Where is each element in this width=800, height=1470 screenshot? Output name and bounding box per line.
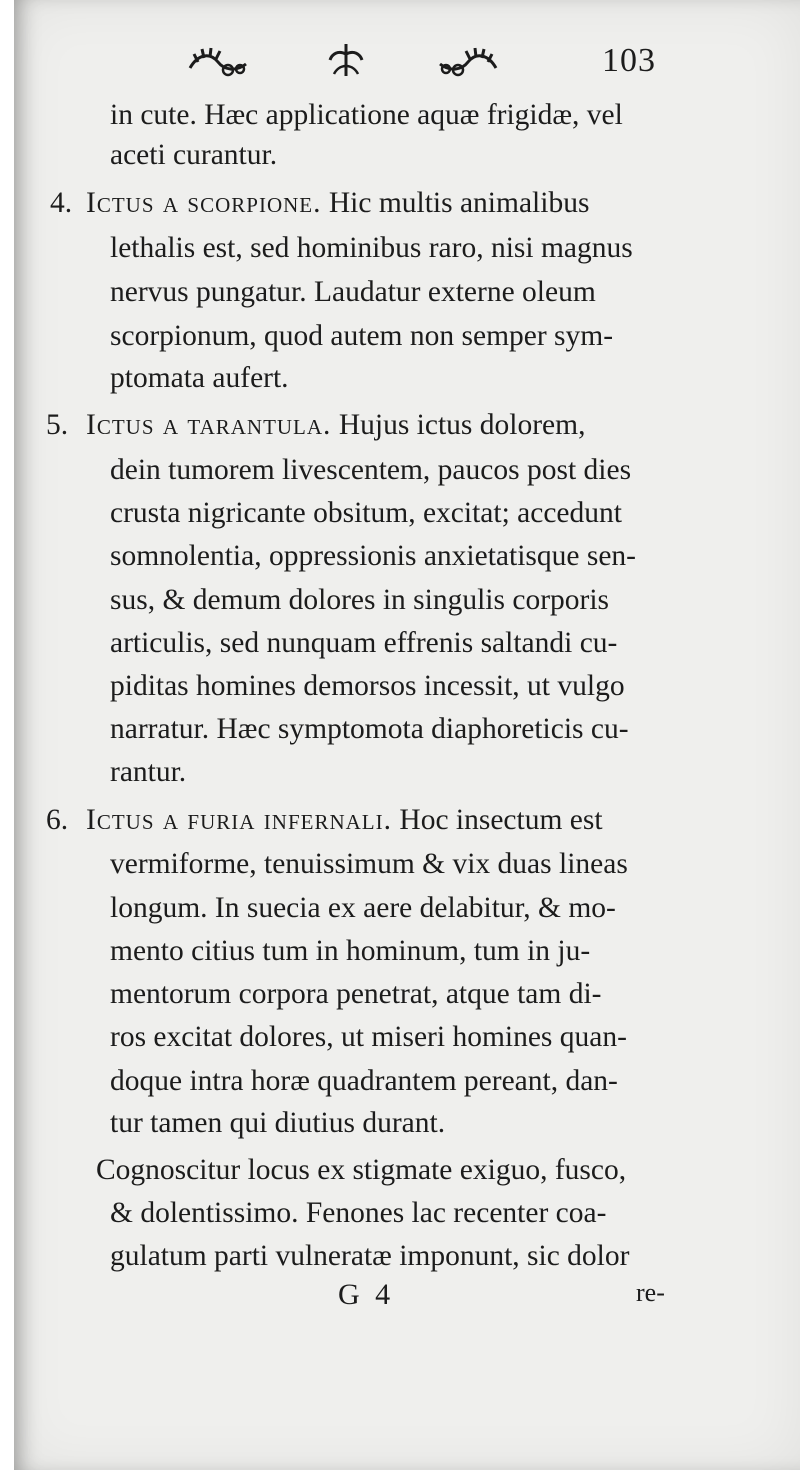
section-first-line — [86, 183, 589, 223]
section-title: Ictus a tarantula. — [86, 409, 332, 441]
text-line: ptomata aufert. — [110, 362, 289, 394]
text-line: Hoc insectum est — [399, 804, 603, 836]
text-line: lethalis est, sed hominibus raro, nisi magnus — [110, 232, 633, 264]
text-line: Hujus ictus dolorem, — [338, 409, 586, 441]
text-line: tur tamen qui diutius durant. — [110, 1107, 446, 1139]
text-line: Cognoscitur locus ex stigmate exiguo, fusco, — [96, 1154, 627, 1186]
text-line: dein tumorem livescentem, paucos post dies — [110, 454, 632, 486]
text-line: narratur. Hæc symptomota diaphoreticis cu- — [110, 713, 629, 745]
text-line: crusta nigricante obsitum, excitat; accedunt — [110, 497, 622, 529]
section-title: Ictus a scorpione. — [86, 187, 322, 219]
text-line: piditas homines demorsos incessit, ut vulgo — [110, 670, 625, 702]
center-fleuron-icon — [326, 40, 366, 84]
text-line: somnolentia, oppressionis anxietatisque sen- — [110, 540, 636, 572]
text-line: doque intra horæ quadrantem pereant, dan- — [110, 1065, 618, 1097]
text-line: sus, & demum dolores in singulis corporis — [110, 584, 610, 616]
text-line: aceti curantur. — [110, 139, 278, 171]
signature-mark: G 4 — [338, 1278, 395, 1311]
text-line: scorpionum, quod autem non semper sym- — [110, 320, 614, 352]
text-line: longum. In suecia ex aere delabitur, & mo- — [110, 892, 616, 924]
text-line: Hic multis animalibus — [328, 187, 590, 219]
header-ornament — [184, 40, 514, 84]
text-line: rantur. — [110, 756, 187, 788]
text-line: nervus pungatur. Laudatur externe oleum — [110, 276, 596, 308]
text-line: gulatum parti vulneratæ imponunt, sic dolor — [110, 1240, 630, 1272]
right-fleuron-icon — [432, 42, 502, 82]
text-line: mento citius tum in hominum, tum in ju- — [110, 935, 591, 967]
left-fleuron-icon — [184, 42, 254, 82]
section-number: 6. — [46, 804, 69, 836]
section-number: 5. — [46, 409, 69, 441]
section-first-line — [86, 800, 603, 840]
text-line: in cute. Hæc applicatione aquæ frigidæ, vel — [110, 99, 623, 131]
text-line: articulis, sed nunquam effrenis saltandi cu- — [110, 627, 618, 659]
book-page — [14, 0, 800, 1470]
text-line: ros excitat dolores, ut miseri homines quan- — [110, 1021, 627, 1053]
page-number: 103 — [602, 42, 656, 79]
section-first-line — [86, 405, 585, 445]
text-line: mentorum corpora penetrat, atque tam di- — [110, 978, 602, 1010]
catchword: re- — [636, 1278, 665, 1307]
text-line: vermiforme, tenuissimum & vix duas lineas — [110, 848, 628, 880]
text-line: & dolentissimo. Fenones lac recenter coa- — [110, 1197, 607, 1229]
section-title: Ictus a furia infernali. — [86, 804, 393, 836]
section-number: 4. — [50, 187, 73, 219]
